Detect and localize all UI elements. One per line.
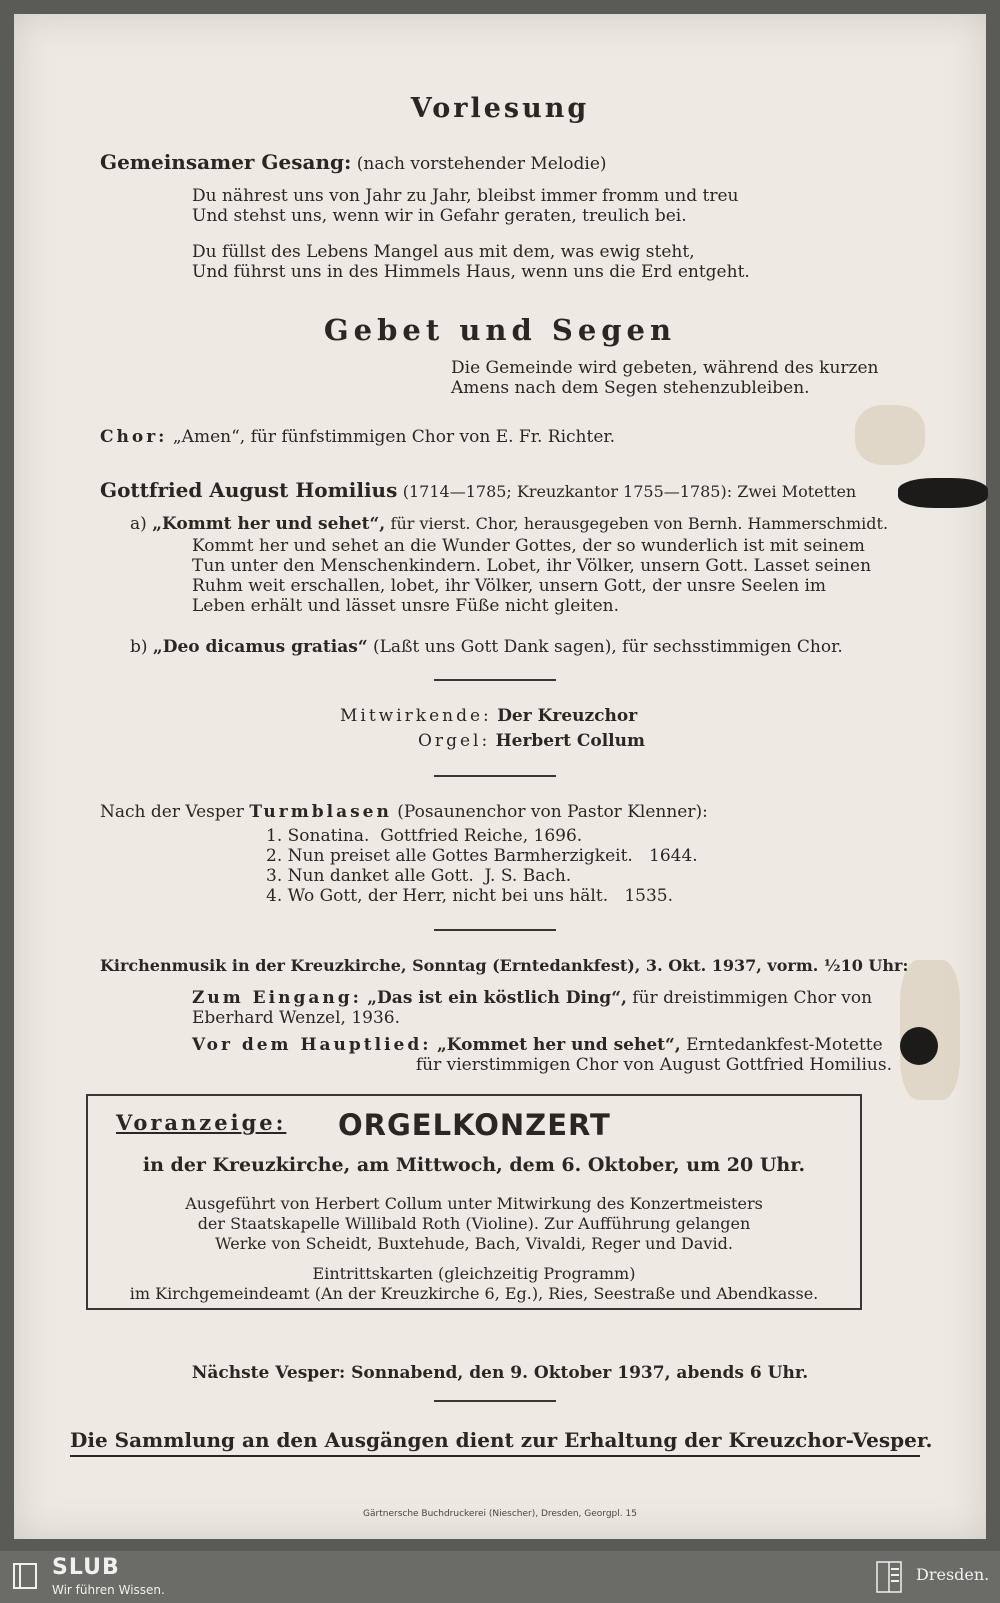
hauptlied-label: Vor dem Hauptlied: [192, 1035, 432, 1055]
section-heading-gebet: Gebet und Segen [323, 313, 677, 347]
turm-word: Turmblasen [249, 802, 392, 822]
note-line: Amens nach dem Segen stehenzubleiben. [451, 378, 810, 398]
collection-note: Die Sammlung an den Ausgängen dient zur Erhaltung der Kreuzchor-Vesper. [70, 1428, 920, 1457]
book-icon [12, 1561, 38, 1591]
verse-line: Und führst uns in des Himmels Haus, wenn uns die Erd entgeht. [192, 262, 750, 282]
eingang-line2: Eberhard Wenzel, 1936. [192, 1008, 401, 1028]
eingang-label: Zum Eingang: [192, 988, 362, 1008]
motet-title: „Deo dicamus gratias“ [152, 637, 368, 657]
mitwirkende-value: Der Kreuzchor [497, 706, 638, 726]
hauptlied [192, 1035, 892, 1055]
city-crest-icon [876, 1561, 902, 1593]
voranzeige-label: Voranzeige: [116, 1110, 287, 1135]
text-line: Leben erhält und lässet unsre Füße nicht gleiten. [192, 596, 620, 616]
detail-line: Werke von Scheidt, Buxtehude, Bach, Vivaldi, Reger und David. [215, 1234, 733, 1253]
footer-brand: SLUB [52, 1555, 120, 1580]
hauptlied-title: „Kommet her und sehet“, [436, 1035, 681, 1055]
list-item: 3. Nun danket alle Gott. J. S. Bach. [266, 866, 572, 886]
motet-a [130, 514, 920, 534]
verse-line: Und stehst uns, wenn wir in Gefahr geraten, treulich bei. [192, 206, 687, 226]
chor-label: Chor: [100, 427, 168, 447]
gesang-header [100, 152, 900, 174]
note-line: Die Gemeinde wird gebeten, während des kurzen [451, 358, 879, 378]
divider [434, 679, 556, 681]
hauptlied-detail: Erntedankfest-Motette [686, 1035, 883, 1055]
divider [434, 929, 556, 931]
detail-line: Eintrittskarten (gleichzeitig Programm) [312, 1264, 636, 1283]
orgel-value: Herbert Collum [495, 731, 645, 751]
orgel-label: Orgel: [418, 731, 491, 751]
turmblasen-header [100, 802, 920, 822]
ink-blot [900, 1027, 938, 1065]
text-line: Tun unter den Menschenkindern. Lobet, ihr Völker, unsern Gott. Lasset seinen [192, 556, 872, 576]
motet-b [130, 637, 920, 657]
orgel [418, 731, 918, 751]
concert-when: in der Kreuzkirche, am Mittwoch, dem 6. Oktober, um 20 Uhr. [142, 1154, 806, 1176]
text-line: Kommt her und sehet an die Wunder Gottes, der so wunderlich ist mit seinem [192, 536, 865, 556]
kirchenmusik-header: Kirchenmusik in der Kreuzkirche, Sonntag (Erntedankfest), 3. Okt. 1937, vorm. ½10 Uhr: [100, 956, 909, 975]
printer-imprint: Gärtnersche Buchdruckerei (Niescher), Dresden, Georgpl. 15 [363, 1509, 637, 1519]
mitwirkende-label: Mitwirkende: [340, 706, 492, 726]
verse-line: Du füllst des Lebens Mangel aus mit dem, was ewig steht, [192, 242, 695, 262]
list-item: 2. Nun preiset alle Gottes Barmherzigkeit. 1644. [266, 846, 698, 866]
concert-details [88, 1194, 860, 1254]
library-footer-bar [0, 1551, 1000, 1603]
hauptlied-line2: für vierstimmigen Chor von August Gottfried Homilius. [415, 1055, 892, 1075]
next-vesper: Nächste Vesper: Sonnabend, den 9. Oktober 1937, abends 6 Uhr. [191, 1363, 809, 1383]
section-heading-vorlesung: Vorlesung [410, 93, 590, 124]
mitwirkende [340, 706, 840, 726]
footer-city: Dresden. [916, 1565, 990, 1584]
motet-title: „Kommt her und sehet“, [152, 514, 386, 534]
detail-line: Ausgeführt von Herbert Collum unter Mitwirkung des Konzertmeisters [185, 1194, 763, 1213]
ticket-info [88, 1264, 860, 1304]
item-mark: a) [130, 514, 147, 534]
verse-2 [192, 242, 892, 282]
homilius-header [100, 480, 920, 502]
turm-pre: Nach der Vesper [100, 802, 244, 822]
gesang-label: Gemeinsamer Gesang: [100, 150, 352, 174]
list-item: 1. Sonatina. Gottfried Reiche, 1696. [266, 826, 583, 846]
gebet-note [451, 358, 901, 398]
eingang [192, 988, 892, 1008]
divider [434, 1400, 556, 1402]
motet-a-text [192, 536, 892, 616]
eingang-title: „Das ist ein köstlich Ding“, [367, 988, 627, 1008]
turm-post: (Posaunenchor von Pastor Klenner): [397, 802, 708, 822]
motet-detail: (Laßt uns Gott Dank sagen), für sechsstimmigen Chor. [373, 637, 843, 657]
announcement-box [86, 1094, 862, 1310]
item-mark: b) [130, 637, 148, 657]
gesang-note: (nach vorstehender Melodie) [356, 154, 607, 174]
eingang-detail: für dreistimmigen Chor von [632, 988, 873, 1008]
detail-line: im Kirchgemeindeamt (An der Kreuzkirche 6, Eg.), Ries, Seestraße und Abendkasse. [129, 1284, 819, 1303]
composer-name: Gottfried August Homilius [100, 478, 398, 502]
footer-tagline: Wir führen Wissen. [52, 1583, 165, 1597]
concert-title: ORGELKONZERT [338, 1108, 611, 1142]
divider [434, 775, 556, 777]
turmblasen-list [266, 826, 766, 906]
detail-line: der Staatskapelle Willibald Roth (Violine). Zur Aufführung gelangen [197, 1214, 751, 1233]
motet-detail: für vierst. Chor, herausgegeben von Bernh. Hammerschmidt. [390, 514, 889, 533]
chor-amen [100, 427, 900, 447]
text-line: Ruhm weit erschallen, lobet, ihr Völker, unsern Gott, der unsre Seelen im [192, 576, 827, 596]
chor-text: „Amen“, für fünfstimmigen Chor von E. Fr. Richter. [172, 427, 616, 447]
list-item: 4. Wo Gott, der Herr, nicht bei uns hält. 1535. [266, 886, 673, 906]
verse-line: Du nährest uns von Jahr zu Jahr, bleibst immer fromm und treu [192, 186, 739, 206]
composer-dates: (1714—1785; Kreuzkantor 1755—1785): Zwei Motetten [402, 482, 857, 501]
verse-1 [192, 186, 892, 226]
